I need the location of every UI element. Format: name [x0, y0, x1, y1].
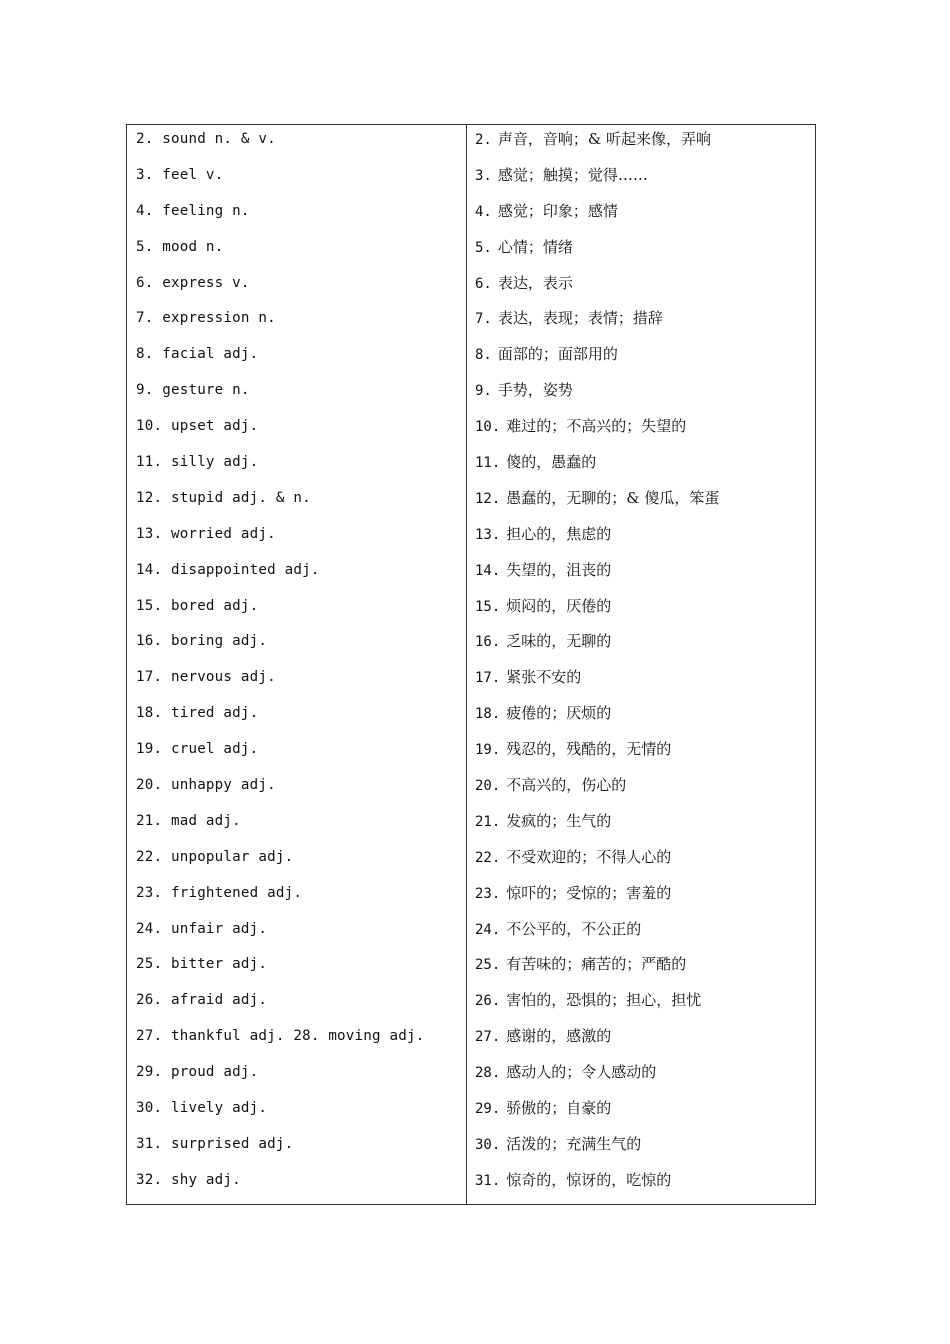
chinese-meaning-entry: [467, 413, 815, 449]
english-word-entry: 5. mood n.: [136, 238, 224, 255]
entry-number: 13.: [475, 526, 501, 543]
meaning-text: 不公平的，不公正的: [506, 919, 642, 938]
chinese-meaning-entry: [467, 485, 815, 521]
chinese-meaning-entry: [467, 772, 815, 808]
english-word-entry: 19. cruel adj.: [136, 741, 259, 758]
entry-number: 30.: [475, 1136, 501, 1153]
chinese-meaning-entry: [467, 987, 815, 1023]
entry-number: 15.: [475, 598, 501, 615]
entry-number: 6.: [475, 275, 492, 292]
english-word-entry: 32. shy adj.: [136, 1171, 241, 1188]
english-word-entry: 22. unpopular adj.: [136, 848, 294, 865]
english-word-entry: 23. frightened adj.: [136, 884, 303, 901]
english-word-entry: 11. silly adj.: [136, 454, 259, 471]
english-word-entry: 6. express v.: [136, 274, 250, 291]
meaning-text: 骄傲的；自豪的: [506, 1099, 612, 1118]
chinese-meaning-entry: [467, 1095, 815, 1131]
chinese-meaning-entry: [467, 305, 815, 341]
chinese-meaning-entry: [467, 593, 815, 629]
meaning-text: 失望的，沮丧的: [506, 560, 612, 579]
entry-number: 31.: [475, 1172, 501, 1189]
meaning-text: 乏味的，无聊的: [506, 632, 612, 651]
meaning-text: 疲倦的；厌烦的: [506, 704, 612, 723]
entry-number: 27.: [475, 1029, 501, 1046]
meaning-text: 心情；情绪: [497, 237, 573, 256]
chinese-meaning-entry: [467, 162, 815, 198]
entry-number: 7.: [475, 311, 492, 328]
chinese-meaning-entry: [467, 198, 815, 234]
chinese-meaning-entry: [467, 736, 815, 772]
chinese-meaning-entry: [467, 808, 815, 844]
english-word-entry: 7. expression n.: [136, 310, 276, 327]
entry-number: 11.: [475, 455, 501, 472]
meaning-text: 惊奇的，惊讶的，吃惊的: [506, 1170, 672, 1189]
chinese-meaning-entry: [467, 664, 815, 700]
english-word-entry: 18. tired adj.: [136, 705, 259, 722]
meaning-text: 害怕的，恐惧的；担心，担忧: [506, 991, 702, 1010]
english-word-entry: 12. stupid adj. & n.: [136, 489, 311, 506]
english-word-entry: 24. unfair adj.: [136, 920, 268, 937]
entry-number: 20.: [475, 778, 501, 795]
english-word-entry: 30. lively adj.: [136, 1100, 268, 1117]
chinese-meaning-entry: [467, 1059, 815, 1095]
meaning-text: 有苦味的；痛苦的；严酷的: [506, 955, 687, 974]
meaning-text: 紧张不安的: [506, 668, 582, 687]
meaning-text: 活泼的；充满生气的: [506, 1134, 642, 1153]
chinese-meaning-entry: [467, 377, 815, 413]
entry-number: 26.: [475, 993, 501, 1010]
english-word-entry: 4. feeling n.: [136, 202, 250, 219]
entry-number: 2.: [475, 132, 492, 148]
meaning-text: 惊吓的；受惊的；害羞的: [506, 883, 672, 902]
entry-number: 4.: [475, 203, 492, 220]
meaning-text: 难过的；不高兴的；失望的: [506, 417, 687, 436]
meaning-text: 不受欢迎的；不得人心的: [506, 847, 672, 866]
entry-number: 8.: [475, 347, 492, 364]
chinese-meaning-list: [467, 126, 815, 1203]
english-word-entry: 27. thankful adj. 28. moving adj.: [136, 1028, 425, 1045]
meaning-text: 发疯的；生气的: [506, 811, 612, 830]
english-word-entry: 13. worried adj.: [136, 525, 276, 542]
entry-number: 5.: [475, 239, 492, 256]
meaning-text: 面部的；面部用的: [497, 345, 618, 364]
entry-number: 28.: [475, 1065, 501, 1082]
chinese-meaning-entry: [467, 234, 815, 270]
chinese-meaning-entry: [467, 951, 815, 987]
meaning-text: 傻的，愚蠢的: [506, 453, 597, 472]
meaning-text: 表达，表现；表情；措辞: [497, 309, 663, 328]
english-word-entry: 29. proud adj.: [136, 1064, 259, 1081]
english-word-entry: 8. facial adj.: [136, 346, 259, 363]
entry-number: 21.: [475, 813, 501, 830]
entry-number: 29.: [475, 1101, 501, 1118]
entry-number: 23.: [475, 885, 501, 902]
meaning-text: 手势，姿势: [497, 381, 573, 400]
meaning-text: 感觉；触摸；觉得……: [497, 165, 648, 184]
english-word-entry: 17. nervous adj.: [136, 669, 276, 686]
english-word-entry: 3. feel v.: [136, 166, 224, 183]
english-word-entry: 14. disappointed adj.: [136, 561, 320, 578]
meaning-text: 感觉；印象；感情: [497, 201, 618, 220]
meaning-text: 不高兴的，伤心的: [506, 776, 627, 795]
chinese-meaning-entry: [467, 1023, 815, 1059]
english-word-entry: 16. boring adj.: [136, 633, 268, 650]
entry-number: 3.: [475, 167, 492, 184]
chinese-meaning-entry: [467, 628, 815, 664]
chinese-meaning-entry: [467, 700, 815, 736]
chinese-meaning-entry: [467, 880, 815, 916]
chinese-meaning-entry: [467, 844, 815, 880]
meaning-text: 愚蠢的，无聊的；& 傻瓜，笨蛋: [506, 488, 720, 507]
entry-number: 18.: [475, 706, 501, 723]
english-word-entry: 2. sound n. & v.: [136, 131, 276, 147]
entry-number: 19.: [475, 742, 501, 759]
english-word-entry: 10. upset adj.: [136, 418, 259, 435]
chinese-meaning-entry: [467, 557, 815, 593]
chinese-meaning-entry: [467, 126, 815, 162]
meaning-text: 烦闷的，厌倦的: [506, 596, 612, 615]
chinese-meaning-entry: [467, 270, 815, 306]
english-word-entry: 20. unhappy adj.: [136, 777, 276, 794]
entry-number: 12.: [475, 490, 501, 507]
vocabulary-table: [126, 124, 816, 1205]
meaning-text: 声音，音响；& 听起来像，弄响: [497, 130, 711, 148]
meaning-text: 感谢的，感激的: [506, 1027, 612, 1046]
english-word-entry: 26. afraid adj.: [136, 992, 268, 1009]
entry-number: 9.: [475, 383, 492, 400]
meaning-text: 感动人的；令人感动的: [506, 1063, 657, 1082]
meaning-text: 残忍的，残酷的，无情的: [506, 740, 672, 759]
meaning-text: 表达，表示: [497, 273, 573, 292]
entry-number: 16.: [475, 634, 501, 651]
english-word-entry: 21. mad adj.: [136, 812, 241, 829]
chinese-column: [467, 125, 815, 1204]
entry-number: 22.: [475, 849, 501, 866]
meaning-text: 担心的，焦虑的: [506, 524, 612, 543]
chinese-meaning-entry: [467, 341, 815, 377]
chinese-meaning-entry: [467, 521, 815, 557]
entry-number: 24.: [475, 921, 501, 938]
entry-number: 17.: [475, 670, 501, 687]
english-column: [127, 125, 467, 1204]
chinese-meaning-entry: [467, 1167, 815, 1203]
english-word-entry: 15. bored adj.: [136, 597, 259, 614]
chinese-meaning-entry: [467, 916, 815, 952]
entry-number: 25.: [475, 957, 501, 974]
entry-number: 10.: [475, 419, 501, 436]
english-word-entry: 9. gesture n.: [136, 382, 250, 399]
english-word-entry: 25. bitter adj.: [136, 956, 268, 973]
entry-number: 14.: [475, 562, 501, 579]
english-word-list: [127, 126, 466, 1203]
chinese-meaning-entry: [467, 449, 815, 485]
english-word-entry: 31. surprised adj.: [136, 1135, 294, 1152]
chinese-meaning-entry: [467, 1131, 815, 1167]
